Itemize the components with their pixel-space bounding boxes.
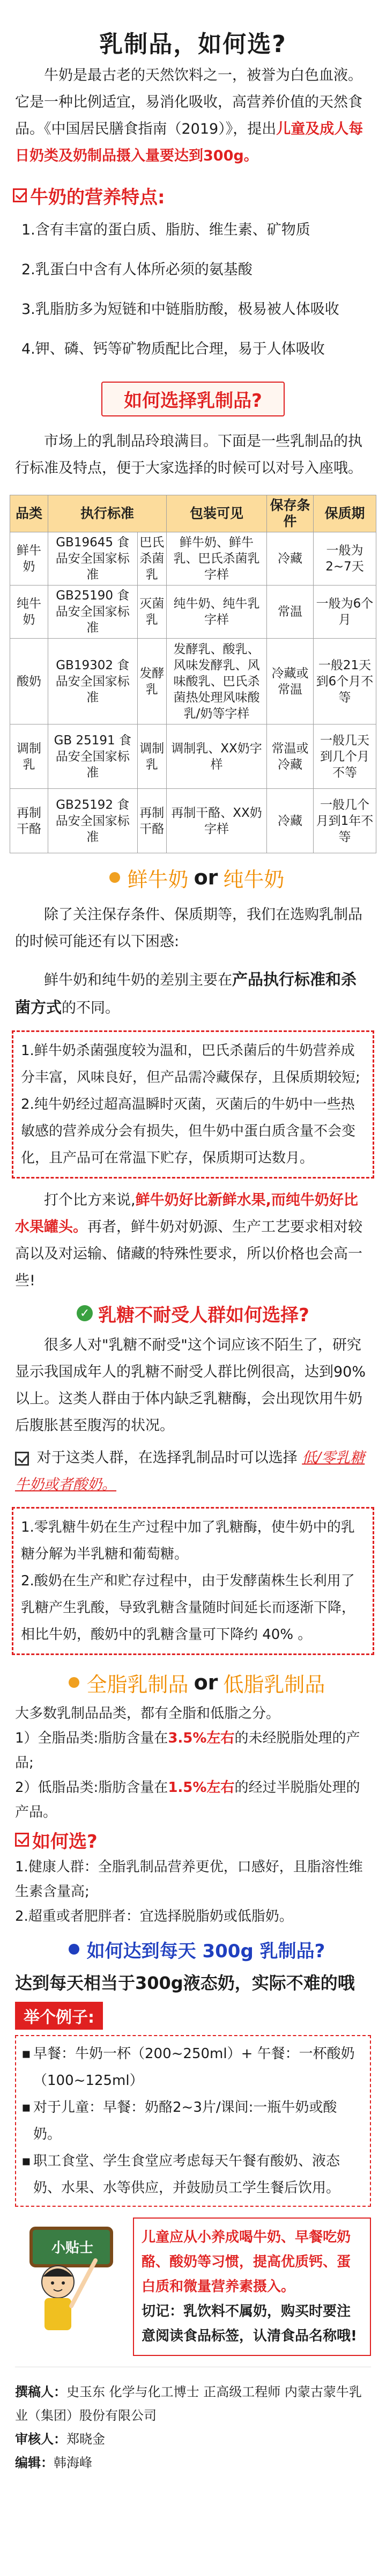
table-cell: 常温或冷藏 bbox=[267, 724, 314, 789]
how-item: 2.超重或者肥胖者：宜选择脱脂奶或低脂奶。 bbox=[15, 1908, 293, 1924]
checkbox-icon bbox=[15, 1452, 29, 1466]
how-choose-list bbox=[15, 1855, 371, 1929]
heading-or: or bbox=[194, 1671, 218, 1694]
notice-text: 儿童应从小养成喝牛奶、早餐吃奶酪、酸奶等习惯，提高优质钙、蛋白质和微量营养素摄入。 bbox=[142, 2229, 351, 2295]
table-cell: 巴氏杀菌乳 bbox=[137, 532, 166, 586]
bullet-dot-icon bbox=[109, 872, 120, 883]
table-cell: 一般几天到几个月不等 bbox=[314, 724, 376, 789]
table-cell: 鲜牛奶、鲜牛乳、巴氏杀菌乳字样 bbox=[167, 532, 267, 586]
footer-label: 审核人： bbox=[15, 2432, 66, 2447]
table-row bbox=[10, 532, 376, 586]
text-run-bold: 产品执行标准和杀菌方式 bbox=[15, 970, 357, 1016]
section2-intro: 除了关注保存条件、保质期等，我们在选购乳制品的时候可能还有以下困惑: bbox=[15, 906, 362, 950]
checkbox-icon bbox=[13, 188, 27, 202]
lactose-paragraph: 很多人对"乳糖不耐受"这个词应该不陌生了，研究显示我国成年人的乳糖不耐受人群比例很高，达到90% 以上。这类人群由于体内缺乏乳糖酶，会出现饮用牛奶后腹胀甚至腹泻的状况。 bbox=[15, 1337, 366, 1434]
text-run-red: 3.5%左右 bbox=[168, 1730, 235, 1746]
table-cell: 常温 bbox=[267, 586, 314, 639]
table-cell: 再制干酪 bbox=[137, 789, 166, 853]
intro-highlight: 儿童及成人每日奶类及奶制品摄入量要达到300g。 bbox=[15, 121, 363, 164]
table-cell: 一般21天到6个月不等 bbox=[314, 639, 376, 724]
text-run: 鲜牛奶和纯牛奶的差别主要在 bbox=[44, 972, 232, 989]
table-cell: 再制干酪 bbox=[10, 789, 48, 853]
nutrition-item: 4.钾、磷、钙等矿物质配比合理，易于人体吸收 bbox=[21, 341, 325, 357]
footer-label: 编辑： bbox=[15, 2455, 54, 2470]
table-cell: 一般几个月到1年不等 bbox=[314, 789, 376, 853]
table-cell: GB25192 食品安全国家标准 bbox=[48, 789, 138, 853]
text-run-red: 低/零乳糖牛奶或者酸奶。 bbox=[15, 1450, 365, 1493]
choose-banner-text: 如何选择乳制品? bbox=[101, 382, 285, 416]
table-cell: 灭菌乳 bbox=[137, 586, 166, 639]
table-header: 执行标准 bbox=[48, 495, 167, 532]
nutrition-heading-text: 牛奶的营养特点: bbox=[30, 186, 165, 208]
text-run: 打个比方来说, bbox=[44, 1192, 136, 1209]
heading-part: 低脂乳制品 bbox=[223, 1672, 325, 1696]
table-header: 品类 bbox=[10, 495, 48, 532]
table-cell: 冷藏 bbox=[267, 532, 314, 586]
choose-banner bbox=[0, 369, 386, 428]
table-cell: 冷藏或常温 bbox=[267, 639, 314, 724]
lactose-box bbox=[12, 1507, 374, 1655]
text-run: 1）全脂品类:脂肪含量在 bbox=[15, 1730, 168, 1746]
table-cell: GB25190 食品安全国家标准 bbox=[48, 586, 138, 639]
heading-part: 鲜牛奶 bbox=[127, 867, 189, 891]
table-header-row bbox=[10, 495, 376, 532]
example-heading: 举个例子: bbox=[15, 2002, 103, 2030]
nutrition-item: 1.含有丰富的蛋白质、脂肪、维生素、矿物质 bbox=[21, 222, 310, 238]
table-cell: GB 25191 食品安全国家标准 bbox=[48, 724, 138, 789]
lactose-heading-text: 乳糖不耐受人群如何选择? bbox=[98, 1304, 309, 1326]
text-run-red: 1.5%左右 bbox=[168, 1780, 235, 1796]
box-item: 2.酸奶在生产和贮存过程中，由于发酵菌株生长利用了乳糖产生乳酸，导致乳糖含量随时间延长而逐渐下降，相比牛奶，酸奶中的乳糖含量可下降约 40% 。 bbox=[21, 1573, 356, 1643]
table-header: 包装可见 bbox=[167, 495, 267, 532]
heading-or: or bbox=[194, 866, 218, 889]
footer-value: 史玉东 化学与化工博士 正高级工程师 内蒙古蒙牛乳业（集团）股份有限公司 bbox=[15, 2384, 362, 2423]
example-list bbox=[15, 2035, 371, 2207]
fat-intro: 大多数乳制品品类，都有全脂和低脂之分。 bbox=[15, 1706, 280, 1722]
box-item: 2.纯牛奶经过超高温瞬时灭菌，灭菌后的牛奶中一些热敏感的营养成分会有损失，但牛奶中蛋白质含量不会变化，且产品可在常温下贮存，保质期可达数月。 bbox=[21, 1096, 356, 1166]
section2-tip bbox=[15, 1187, 371, 1294]
daily-300g-paragraph: 达到每天相当于300g液态奶，实际不难的哦 bbox=[15, 1973, 355, 1993]
check-circle-icon: ✓ bbox=[77, 1305, 93, 1321]
heading-part: 纯牛奶 bbox=[223, 867, 285, 891]
table-row bbox=[10, 724, 376, 789]
table-cell: 冷藏 bbox=[267, 789, 314, 853]
text-run-red: 鲜牛奶好比新鲜水果,而纯牛奶好比水果罐头。 bbox=[15, 1192, 358, 1235]
notice-emphasis: 切记：乳饮料不属奶，购买时要注意阅读食品标签，认清食品名称哦! bbox=[142, 2303, 357, 2344]
table-cell: 调制乳 bbox=[137, 724, 166, 789]
list-item: ▪ 职工食堂、学生食堂应考虑每天午餐有酸奶、液态奶、水果、水等供应，并鼓励员工学生餐后饮用。 bbox=[21, 2148, 365, 2201]
choose-paragraph: 市场上的乳制品玲琅满目。下面是一些乳制品的执行标准及特点，便于大家选择的时候可以对号入座哦。 bbox=[15, 433, 362, 477]
table-cell: 纯牛奶、纯牛乳字样 bbox=[167, 586, 267, 639]
table-cell: 调制乳、XX奶字样 bbox=[167, 724, 267, 789]
daily-300g-heading bbox=[16, 1929, 370, 1970]
table-row bbox=[10, 639, 376, 724]
footer-editor bbox=[15, 2451, 371, 2475]
nutrition-item: 2.乳蛋白中含有人体所必须的氨基酸 bbox=[21, 261, 253, 278]
table-cell: GB19645 食品安全国家标准 bbox=[48, 532, 138, 586]
daily-300g-text: 如何达到每天 300g 乳制品? bbox=[86, 1940, 325, 1962]
lactose-advice bbox=[15, 1445, 371, 1498]
table-row bbox=[10, 586, 376, 639]
table-cell: 发酵乳 bbox=[137, 639, 166, 724]
table-header: 保质期 bbox=[314, 495, 376, 532]
table-row bbox=[10, 789, 376, 853]
table-cell: 一般为2~7天 bbox=[314, 532, 376, 586]
box-item: 1.零乳糖牛奶在生产过程中加了乳糖酶，使牛奶中的乳糖分解为半乳糖和葡萄糖。 bbox=[21, 1519, 355, 1562]
text-run: 的经过半脱脂处理的产品。 bbox=[15, 1780, 360, 1820]
text-run: 再者，鲜牛奶对奶源、生产工艺要求相对较高以及对运输、储藏的特殊性要求，所以价格也会高一些! bbox=[15, 1219, 362, 1289]
intro-text: 牛奶是最古老的天然饮料之一，被誉为白色血液。它是一种比例适宜，易消化吸收，高营养价值的天然食品。《中国居民膳食指南（2019）》，提出 bbox=[15, 67, 362, 137]
list-item: ▪ 早餐：牛奶一杯（200~250ml）+ 午餐：一杯酸奶（100~125ml） bbox=[21, 2040, 365, 2094]
cartoon-figure bbox=[15, 2218, 133, 2336]
page-title: 乳制品，如何选? bbox=[99, 31, 287, 58]
notice-block bbox=[15, 2218, 371, 2356]
fat-section bbox=[15, 1701, 371, 1825]
bullet-dot-icon bbox=[69, 1677, 79, 1688]
bullet-dot-icon bbox=[69, 1944, 79, 1955]
table-cell: 鲜牛奶 bbox=[10, 532, 48, 586]
footer-review bbox=[15, 2427, 371, 2451]
nutrition-item: 3.乳脂肪多为短链和中链脂肪酸，极易被人体吸收 bbox=[21, 301, 339, 318]
text-run: 的不同。 bbox=[62, 1000, 120, 1016]
fat-item bbox=[15, 1726, 371, 1775]
footer-author bbox=[15, 2380, 371, 2427]
footer bbox=[15, 2380, 371, 2475]
footer-value: 郑晓金 bbox=[66, 2432, 105, 2447]
footer-label: 撰稿人： bbox=[15, 2384, 66, 2399]
section-fat-heading bbox=[0, 1664, 386, 1701]
box-item: 1.鲜牛奶杀菌强度较为温和，巴氏杀菌后的牛奶营养成分丰富，风味良好，但产品需冷藏保存，且保质期较短; bbox=[21, 1043, 360, 1086]
table-cell: 再制干酪、XX奶字样 bbox=[167, 789, 267, 853]
checkbox-icon bbox=[15, 1833, 29, 1847]
figure-label: 小贴士 bbox=[51, 2240, 93, 2256]
section-fresh-vs-pure-heading bbox=[0, 853, 386, 902]
text-run: 2）低脂品类:脂肪含量在 bbox=[15, 1780, 168, 1796]
text-run: 的未经脱脂处理的产品; bbox=[15, 1730, 360, 1771]
standards-table bbox=[10, 495, 376, 853]
heading-part: 全脂乳制品 bbox=[86, 1672, 189, 1696]
how-item: 1.健康人群：全脂乳制品营养更优，口感好，且脂溶性维生素含量高; bbox=[15, 1859, 363, 1900]
nutrition-heading bbox=[13, 180, 373, 210]
footer-value: 韩海峰 bbox=[54, 2455, 92, 2470]
list-item: ▪ 对于儿童：早餐：奶酪2~3片/课间:一瓶牛奶或酸奶。 bbox=[21, 2094, 365, 2148]
table-cell: 酸奶 bbox=[10, 639, 48, 724]
table-cell: 调制乳 bbox=[10, 724, 48, 789]
notice-box bbox=[133, 2218, 371, 2356]
lactose-heading bbox=[16, 1294, 370, 1332]
table-header: 保存条件 bbox=[267, 495, 314, 532]
fresh-vs-pure-box bbox=[12, 1030, 374, 1179]
nutrition-list bbox=[0, 210, 386, 369]
cartoon-figure-icon bbox=[15, 2218, 133, 2336]
table-cell: 发酵乳、酸乳、风味发酵乳、风味酸乳、巴氏杀菌热处理风味酸乳/奶等字样 bbox=[167, 639, 267, 724]
text-run: 对于这类人群，在选择乳制品时可以选择 bbox=[36, 1450, 298, 1466]
table-cell: 纯牛奶 bbox=[10, 586, 48, 639]
how-choose-text: 如何选? bbox=[32, 1831, 98, 1853]
table-cell: GB19302 食品安全国家标准 bbox=[48, 639, 138, 724]
fat-item bbox=[15, 1775, 371, 1825]
how-choose-heading bbox=[15, 1825, 373, 1855]
intro-paragraph bbox=[15, 62, 371, 170]
table-cell: 一般为6个月 bbox=[314, 586, 376, 639]
section2-difference bbox=[15, 966, 371, 1022]
